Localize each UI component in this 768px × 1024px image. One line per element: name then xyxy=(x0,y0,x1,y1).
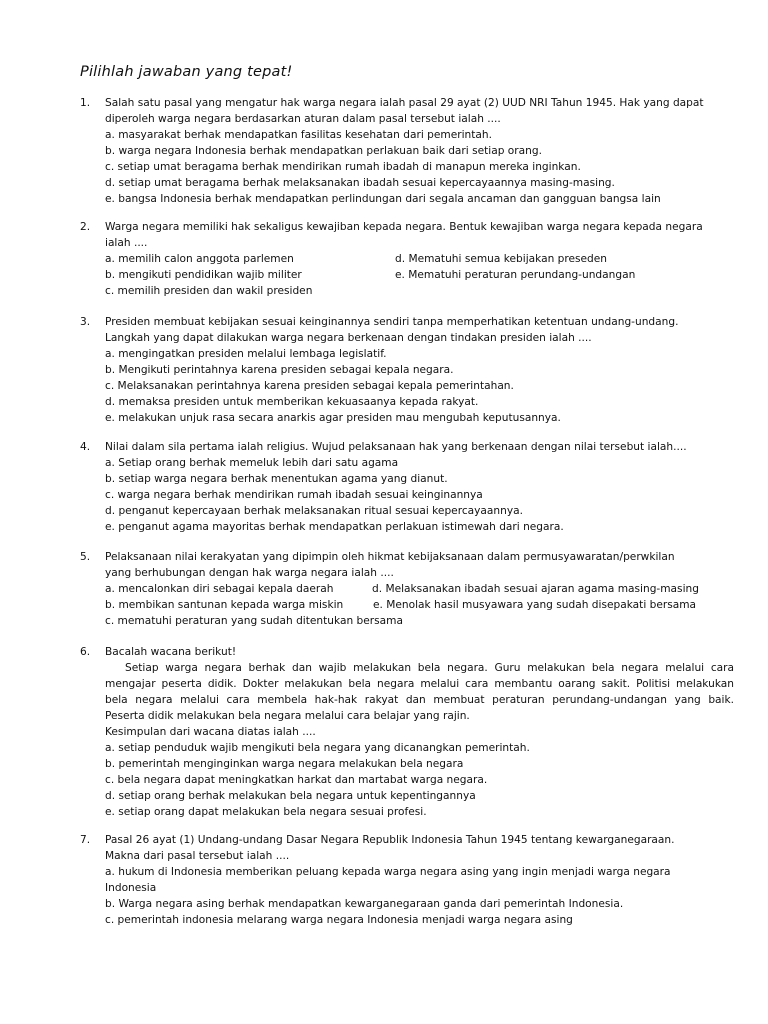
option-a: a. hukum di Indonesia memberikan peluang kepada warga negara asing yang ingin menjadi warga negara xyxy=(105,866,671,878)
question-number: 4. xyxy=(80,441,91,453)
option-c: c. setiap umat beragama berhak mendirikan rumah ibadah di manapun mereka inginkan. xyxy=(105,161,581,173)
option-row xyxy=(105,597,745,613)
option-d: d. setiap umat beragama berhak melaksanakan ibadah sesuai kepercayaannya masing-masing. xyxy=(105,177,615,189)
option-c: c. Melaksanakan perintahnya karena presiden sebagai kepala pemerintahan. xyxy=(105,380,514,392)
question-text: Pelaksanaan nilai kerakyatan yang dipimpin oleh hikmat kebijaksanaan dalam permusyawaratan/perwkilan xyxy=(105,551,675,563)
option-row xyxy=(105,251,745,267)
question-body xyxy=(105,644,745,820)
reading-paragraph: mengajar peserta didik. Dokter melakukan bela negara melalui cara membantu oarang sakit. Politisi melakukan xyxy=(105,678,734,690)
option-e: e. Menolak hasil musyawara yang sudah disepakati bersama xyxy=(373,599,697,611)
option-d: d. memaksa presiden untuk memberikan kekuasaanya kepada rakyat. xyxy=(105,396,479,408)
option-e: e. setiap orang dapat melakukan bela negara sesuai profesi. xyxy=(105,806,427,818)
option-e: e. bangsa Indonesia berhak mendapatkan perlindungan dari segala ancaman dan gangguan bangsa lain xyxy=(105,193,661,205)
option-c: c. memilih presiden dan wakil presiden xyxy=(105,285,313,297)
reading-paragraph: bela negara melalui cara membela hak-hak rakyat dan membuat peraturan perundang-undangan yang baik. xyxy=(105,694,734,706)
option-row xyxy=(105,581,745,597)
option-d: d. penganut kepercayaan berhak melaksanakan ritual sesuai kepercayaannya. xyxy=(105,505,523,517)
question-text: Bacalah wacana berikut! xyxy=(105,646,237,658)
option-d: d. setiap orang berhak melakukan bela negara untuk kepentingannya xyxy=(105,790,476,802)
page-title: Pilihlah jawaban yang tepat! xyxy=(80,64,293,80)
question-body xyxy=(105,314,745,426)
question-number: 7. xyxy=(80,834,91,846)
option-b: b. setiap warga negara berhak menentukan agama yang dianut. xyxy=(105,473,448,485)
question-text: Langkah yang dapat dilakukan warga negara berkenaan dengan tindakan presiden ialah .... xyxy=(105,332,592,344)
option-a: a. memilih calon anggota parlemen xyxy=(105,253,294,265)
option-b: b. Warga negara asing berhak mendapatkan kewarganegaraan ganda dari pemerintah Indonesia. xyxy=(105,898,624,910)
question-body xyxy=(105,549,745,629)
option-d: d. Mematuhi semua kebijakan preseden xyxy=(395,253,608,265)
option-b: b. warga negara Indonesia berhak mendapatkan perlakuan baik dari setiap orang. xyxy=(105,145,542,157)
option-a: a. mengingatkan presiden melalui lembaga legislatif. xyxy=(105,348,387,360)
question-text: Makna dari pasal tersebut ialah .... xyxy=(105,850,290,862)
question-text: ialah .... xyxy=(105,237,148,249)
option-d: d. Melaksanakan ibadah sesuai ajaran agama masing-masing xyxy=(372,583,699,595)
question-body xyxy=(105,219,745,299)
question-number: 5. xyxy=(80,551,91,563)
option-a: a. Setiap orang berhak memeluk lebih dari satu agama xyxy=(105,457,399,469)
option-e: e. penganut agama mayoritas berhak mendapatkan perlakuan istimewah dari negara. xyxy=(105,521,564,533)
question-text: diperoleh warga negara berdasarkan aturan dalam pasal tersebut ialah .... xyxy=(105,113,501,125)
option-b: b. Mengikuti perintahnya karena presiden sebagai kepala negara. xyxy=(105,364,454,376)
option-a: a. masyarakat berhak mendapatkan fasilitas kesehatan dari pemerintah. xyxy=(105,129,492,141)
question-body xyxy=(105,832,745,928)
question-text: Presiden membuat kebijakan sesuai keinginannya sendiri tanpa memperhatikan ketentuan undang-undang. xyxy=(105,316,679,328)
option-c: c. mematuhi peraturan yang sudah ditentukan bersama xyxy=(105,615,403,627)
question-number: 2. xyxy=(80,221,91,233)
option-c: c. bela negara dapat meningkatkan harkat dan martabat warga negara. xyxy=(105,774,488,786)
question-number: 6. xyxy=(80,646,91,658)
option-a: Indonesia xyxy=(105,882,157,894)
question-body xyxy=(105,439,745,535)
question-number: 3. xyxy=(80,316,91,328)
option-b: b. membikan santunan kepada warga miskin xyxy=(105,599,344,611)
question-text: Salah satu pasal yang mengatur hak warga negara ialah pasal 29 ayat (2) UUD NRI Tahun 1945. Hak yang dapat xyxy=(105,97,704,109)
option-row xyxy=(105,267,745,283)
option-a: a. mencalonkan diri sebagai kepala daerah xyxy=(105,583,334,595)
option-e: e. Mematuhi peraturan perundang-undangan xyxy=(395,269,636,281)
question-text: Warga negara memiliki hak sekaligus kewajiban kepada negara. Bentuk kewajiban warga negara kepada negara xyxy=(105,221,703,233)
option-e: e. melakukan unjuk rasa secara anarkis agar presiden mau mengubah keputusannya. xyxy=(105,412,561,424)
question-text: Nilai dalam sila pertama ialah religius. Wujud pelaksanaan hak yang berkenaan dengan nilai tersebut ialah.... xyxy=(105,441,687,453)
question-text: Pasal 26 ayat (1) Undang-undang Dasar Negara Republik Indonesia Tahun 1945 tentang kewarganegaraan. xyxy=(105,834,675,846)
reading-paragraph: Peserta didik melakukan bela negara melalui cara belajar yang rajin. xyxy=(105,710,470,722)
option-b: b. mengikuti pendidikan wajib militer xyxy=(105,269,302,281)
question-number: 1. xyxy=(80,97,91,109)
option-b: b. pemerintah menginginkan warga negara melakukan bela negara xyxy=(105,758,464,770)
option-c: c. pemerintah indonesia melarang warga negara Indonesia menjadi warga negara asing xyxy=(105,914,573,926)
question-body xyxy=(105,95,745,207)
option-a: a. setiap penduduk wajib mengikuti bela negara yang dicanangkan pemerintah. xyxy=(105,742,530,754)
option-c: c. warga negara berhak mendirikan rumah ibadah sesuai keinginannya xyxy=(105,489,483,501)
question-text: Kesimpulan dari wacana diatas ialah .... xyxy=(105,726,316,738)
reading-paragraph: Setiap warga negara berhak dan wajib melakukan bela negara. Guru melakukan bela negara melalui cara xyxy=(125,662,734,674)
question-text: yang berhubungan dengan hak warga negara ialah .... xyxy=(105,567,394,579)
